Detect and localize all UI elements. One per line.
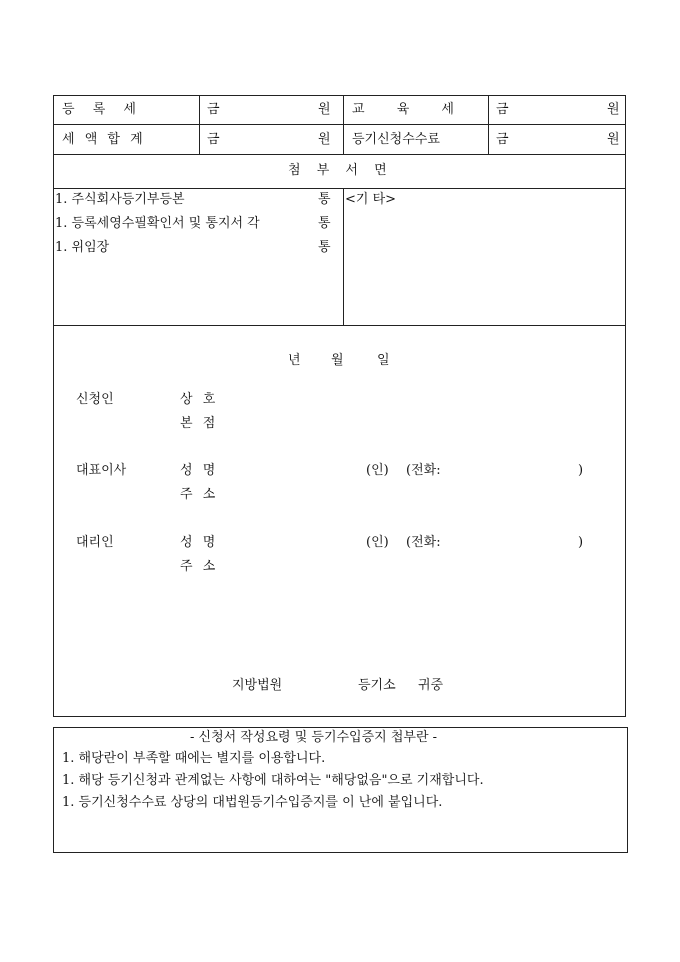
date-year: 년 [288, 353, 301, 368]
row-divider [53, 154, 626, 155]
court-label: 지방법원 [232, 678, 283, 693]
amount-prefix: 금 [207, 132, 220, 147]
representative-label: 대표이사 [76, 463, 127, 478]
row-divider [53, 325, 626, 326]
attachment-unit: 통 [318, 192, 331, 207]
col-divider [488, 95, 489, 154]
col-divider [199, 95, 200, 154]
registration-tax-label: 등 록 세 [62, 102, 143, 117]
trade-name-label: 상 호 [180, 392, 219, 407]
amount-prefix: 금 [496, 102, 509, 117]
date-day: 일 [377, 353, 390, 368]
row-divider [53, 124, 626, 125]
row-divider [53, 188, 626, 189]
attachment-unit: 통 [318, 240, 331, 255]
phone-label: (전화: [406, 463, 441, 478]
currency-unit: 원 [607, 102, 620, 117]
total-tax-label: 세 액 합 계 [62, 132, 146, 147]
currency-unit: 원 [318, 132, 331, 147]
attachments-header: 첨 부 서 면 [288, 163, 393, 178]
attachment-item: 1. 등록세영수필확인서 및 통지서 각 [55, 216, 260, 231]
head-office-label: 본 점 [180, 416, 219, 431]
currency-unit: 원 [607, 132, 620, 147]
col-divider [343, 188, 344, 325]
phone-label: (전화: [406, 535, 441, 550]
registry-label: 등기소 [358, 678, 396, 693]
agent-label: 대리인 [76, 535, 114, 550]
instruction-item: 1. 등기신청수수료 상당의 대법원등기수입증지를 이 난에 붙입니다. [62, 795, 443, 810]
registration-fee-label: 등기신청수수료 [352, 132, 440, 147]
currency-unit: 원 [318, 102, 331, 117]
other-attachments-label: <기 타> [345, 192, 397, 207]
seal-mark: (인) [366, 535, 389, 550]
col-divider [343, 95, 344, 154]
instructions-title: - 신청서 작성요령 및 등기수입증지 첩부란 - [190, 730, 438, 745]
phone-close: ) [578, 463, 584, 478]
instruction-item: 1. 해당란이 부족할 때에는 별지를 이용합니다. [62, 751, 326, 766]
addressee-label: 귀중 [418, 678, 444, 693]
attachment-unit: 통 [318, 216, 331, 231]
amount-prefix: 금 [496, 132, 509, 147]
amount-prefix: 금 [207, 102, 220, 117]
date-month: 월 [331, 353, 344, 368]
attachment-item: 1. 위임장 [55, 240, 110, 255]
attachment-item: 1. 주식회사등기부등본 [55, 192, 185, 207]
address-label: 주 소 [180, 487, 219, 502]
name-label: 성 명 [180, 535, 219, 550]
instruction-item: 1. 해당 등기신청과 관계없는 사항에 대하여는 "해당없음"으로 기재합니다. [62, 773, 484, 788]
education-tax-label: 교 육 세 [352, 102, 468, 117]
address-label: 주 소 [180, 559, 219, 574]
seal-mark: (인) [366, 463, 389, 478]
phone-close: ) [578, 535, 584, 550]
applicant-label: 신청인 [76, 392, 114, 407]
name-label: 성 명 [180, 463, 219, 478]
